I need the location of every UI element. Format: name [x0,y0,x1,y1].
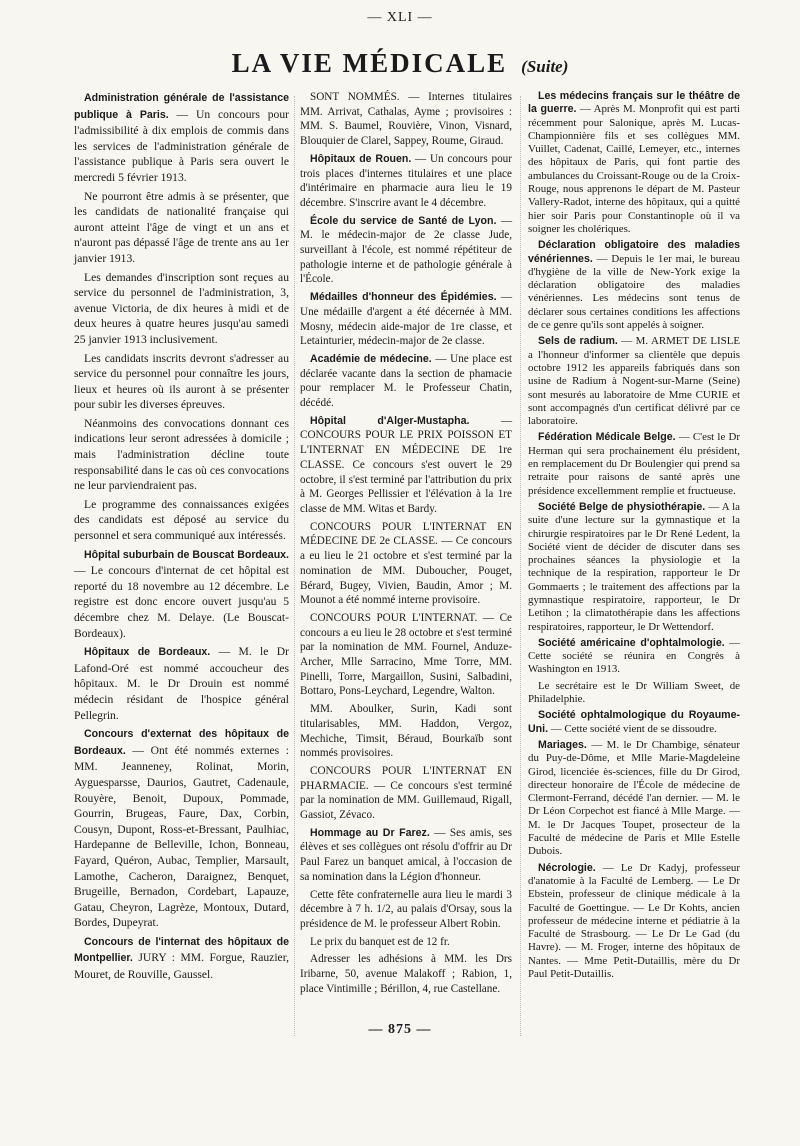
article-paragraph [528,239,740,332]
column-2 [300,90,512,999]
article-paragraph [300,702,512,761]
article-text: Les demandes d'inscription sont reçues au service du personnel de l'administration, 3, avenue Victoria, de dix heures à midi et de deux heures à quatre heures jusqu'au samedi 25 janvier 1913 inclusivement. [74,270,289,346]
article-paragraph [300,764,512,823]
article-text: — Une médaille d'argent a été décernée à MM. Mosny, médecin aide-major de 1re classe, et Letainturier, médecin-major de 2e classe. [300,291,512,348]
article-paragraph [300,826,512,885]
column-3 [528,90,740,984]
article-paragraph [528,335,740,428]
article-paragraph [74,189,289,267]
article-text: — Le concours d'internat de cet hôpital est reporté du 18 novembre au 12 décembre. Le registre est donc encore ouvert jusqu'au 5 décembre chez M. Delaye. (Le Bouscat-Bordeaux). [74,564,289,640]
article-text: — M. le médecin-major de 2e classe Jude, surveillant à l'école, est nommé répétiteur de pathologie interne et de pathologie générale à l'École. [300,214,513,286]
article-text: Cette fête confraternelle aura lieu le mardi 3 décembre à 7 h. 1/2, au palais d'Orsay, sous la présidence de M. le professeur Albert Robin. [300,888,512,930]
page-title-suffix: (Suite) [521,57,569,76]
article-paragraph [528,680,740,707]
article-title: Administration générale de l'assistance publique à Paris. [74,92,289,121]
article-paragraph [528,862,740,982]
article-paragraph [300,414,512,517]
article-paragraph [300,888,512,932]
article-paragraph [74,644,289,723]
article-text: Le secrétaire est le Dr William Sweet, de Philadelphie. [528,679,740,706]
page-header-roman: — XLI — [367,10,433,25]
article-title: Nécrologie. [538,861,596,874]
article-paragraph [300,952,512,996]
article-text: Adresser les adhésions à MM. les Drs Iribarne, 50, avenue Malakoff ; Rabion, 1, place Vintimille ; Bérillon, 4, rue Castellane. [300,953,512,995]
article-title: Déclaration obligatoire des maladies vénériennes. [528,239,740,265]
article-text: Le prix du banquet est de 12 fr. [310,935,450,948]
article-title: Société Belge de physiothérapie. [538,500,706,513]
article-text: CONCOURS POUR L'INTERNAT EN MÉDECINE DE 2e CLASSE. — Ce concours a eu lieu le 21 octobre et s'est terminé par la nomination de MM. Duboucher, Pouget, Bérard, Bugey, Vivien, Baudin, Amor ; M. Mounot a été nommé interne provisoire. [300,520,512,607]
column-1 [74,90,289,986]
article-title: Concours d'externat des hôpitaux de Bordeaux. [74,728,289,757]
article-paragraph [74,547,289,642]
article-text: Le programme des connaissances exigées des candidats est déposé au service du personnel et sera communiqué aux intéressés. [74,497,289,543]
article-paragraph [300,290,512,349]
article-text: — Après M. Monprofit qui est parti récemment pour Salonique, après M. Lucas-Championnière fils et ses collègues MM. Vuillet, Cadenat, Caillé, Lemeyer, etc., internes des hôpitaux de Paris, qui font partie des ambulances du Croissant-Rouge ou de la Croix-Rouge, nous apprenons le départ de M. Pasteur Vallery-Radot, interne des hôpitaux, qui a quitté hier soir Paris pour Constantinople où il va soigner les cholériques. [528,103,740,235]
article-paragraph [74,270,289,348]
article-title: École du service de Santé de Lyon. [310,214,497,227]
article-title: Hôpitaux de Rouen. [310,152,412,165]
article-title: Médailles d'honneur des Épidémies. [310,291,497,304]
article-text: — Un concours pour l'admissibilité à dix emplois de commis dans les services de l'administration générale de l'assistance publique à Paris sera ouvert le mercredi 5 février 1913. [74,107,289,184]
article-text: — Ont été nommés externes : MM. Jeanneney, Rolinat, Morin, Ayguesparsse, Daurios, Gautret, Cadenaule, Rouyère, Benoit, Dupoux, Pommade, Gourrin, Brugeas, Faure, Dax, Corbin, Cousyn, Dupont, Ross-et-Bressant, Paulhiac, Hardepanne de Belleville, Ichon, Bonneau, Fayard, Quéron, Aubac, Templier, Marsault, Lamothe, Cacheron, Daraignez, Benquet, Brugeille, Bernadon, Cordebart, Lapauze, Gatau, Cheyron, Lagrèze, Montoux, Dutard, Bordes, Dupeyrat. [74,743,289,930]
article-text: — Depuis le 1er mai, le bureau d'hygiène de la ville de New-York exige la déclaration obligatoire des maladies vénériennes. Les médecins sont tenus de déclarer sous certaines conditions les affections de ce genre qu'ils sont appelés à soigner. [528,252,740,332]
article-text: Néanmoins des convocations donnant ces indications leur seront adressées à domicile ; mais l'administration décline toute responsabilité dans le cas où ces convocations ne leur parviendraient pas. [74,416,289,493]
article-title: Hôpital suburbain de Bouscat Bordeaux. [84,548,289,561]
article-text: CONCOURS POUR L'INTERNAT. — Ce concours a eu lieu le 28 octobre et s'est terminé par la nomination de MM. Fournel, Anduze-Archer, Mlle Sarracino, Mme Torre, MM. Pinelli, Torre, Margaillon, Susini, Salbadini, Bottaro, Pons-Leychard, Legendre, Walton. [300,611,512,698]
article-text: — Cette société vient de se dissoudre. [548,722,717,735]
article-paragraph [528,431,740,497]
article-title: Mariages. [538,738,587,751]
article-text: Ne pourront être admis à se présenter, que les candidats de nationalité française qui auront atteint l'âge de vingt et un ans et n'auront pas dépassé l'âge de trente ans au 1er janvier 1913. [74,189,289,265]
article-text: — M. le Dr Lafond-Oré est nommé accoucheur des hôpitaux. M. le Dr Drouin est nommé médecin résidant de l'hospice général Pellegrin. [74,645,289,722]
article-paragraph [300,90,512,149]
article-text: — Cette société se réunira en Congrès à Washington en 1913. [528,636,740,676]
article-text: MM. Aboulker, Surin, Kadi sont titularisables, MM. Haddon, Vergoz, Mechiche, Timsit, Béraud, Bourkaïb sont nommés provisoires. [300,703,512,760]
article-title: Hôpitaux de Bordeaux. [84,646,211,659]
article-text: — Ses amis, ses élèves et ses collègues ont résolu d'offrir au Dr Paul Farez un banquet amical, à l'occasion de sa nomination dans la Légion d'honneur. [300,826,512,883]
article-title: Société américaine d'ophtalmologie. [538,636,725,649]
article-paragraph [300,520,512,608]
article-text: — Le Dr Kadyj, professeur d'anatomie à la Faculté de Lemberg. — Le Dr Ebstein, professeur de clinique médicale à la Faculté de Goettingue. — Le Dr Kohts, ancien professeur de médecine interne et pédiatrie à la Faculté de Strasbourg. — Le Dr Le Gad (du Havre). — M. Froger, interne des hôpitaux de Nantes. — Mme Petit-Dutaillis, mère du Dr Paul Petit-Dutaillis. [528,861,740,980]
article-text: — Un concours pour trois places d'internes titulaires et une place d'intérimaire en pharmacie aura lieu le 19 décembre. S'inscrire avant le 4 décembre. [300,152,512,209]
article-title: Sels de radium. [538,335,618,348]
article-paragraph [300,935,512,950]
article-title: Société ophtalmologique du Royaume-Uni. [528,709,740,735]
article-paragraph [74,726,289,931]
article-text: — M. ARMET DE LISLE a l'honneur d'informer sa clientèle que depuis octobre 1912 les appareils fabriqués dans son usine de Radium à Nogent-sur-Marne (Seine) sont mesurés au laboratoire de Mme CURIE et sont accompagnés d'un certificat délivré par ce laboratoire. [528,335,740,428]
article-paragraph [74,934,289,983]
column-divider [520,96,521,1036]
article-paragraph [300,214,512,288]
article-text: — M. le Dr Chambige, sénateur du Puy-de-Dôme, et Mlle Marie-Magdeleine Girod, licenciée ès-sciences, fille du Dr Girod, directeur honoraire de l'École de médecine de Clermont-Ferrand, décédé l'an dernier. — M. le Dr Léon Corpechot est fiancé à Mlle Marge. — M. le Dr Jacques Toupet, prosecteur de la Faculté de médecine de Paris et Mlle Estelle Dubois. [528,738,740,858]
article-title: Académie de médecine. [310,352,432,365]
article-title: Concours de l'internat des hôpitaux de Montpellier. [74,935,289,965]
article-paragraph [528,501,740,634]
article-text: Les candidats inscrits devront s'adresser au service du personnel pour connaître les jours, lieux et heures où ils auront à se présenter pour subir les diverses épreuves. [74,351,289,412]
article-paragraph [74,351,289,413]
article-paragraph [300,152,512,211]
article-text: JURY : MM. Forgue, Rauzier, Mouret, de Rouville, Gaussel. [74,951,289,982]
article-title: Hôpital d'Alger-Mustapha. [310,414,470,427]
article-title: Les médecins français sur le théâtre de la guerre. [528,90,740,116]
article-text: — Une place est déclarée vacante dans la section de phamacie pour remplacer M. le Professeur Chatin, décédé. [300,352,512,410]
article-paragraph [528,739,740,859]
article-text: — CONCOURS POUR LE PRIX POISSON ET L'INTERNAT EN MÉDECINE DE 1re CLASSE. Ce concours s'est ouvert le 29 octobre, il s'est terminé par l'attribution du prix à M. Georges Pellissier et l'élévation à la 1re classe de MM. Witas et Bardy. [300,414,512,515]
page-title: LA VIE MÉDICALE [231,48,508,78]
article-paragraph [74,90,289,186]
article-paragraph [528,709,740,736]
article-paragraph [300,352,512,411]
page-number: — 875 — [368,1022,432,1037]
article-title: Hommage au Dr Farez. [310,826,430,839]
column-divider [294,96,295,1036]
title-block [0,48,800,79]
article-paragraph [528,637,740,677]
article-text: CONCOURS POUR L'INTERNAT EN PHARMACIE. — Ce concours s'est terminé par la nomination de MM. Guillemaud, Rigall, Gassiot, Zévaco. [300,764,512,822]
article-title: Fédération Médicale Belge. [538,431,676,444]
article-text: — A la suite d'une lecture sur la gymnastique et la chirurgie respiratoires par le Dr René Ledent, la Société vient de décider de discuter dans ses prochaines séances la physiologie et la technique de la respiration, rapporteur le Dr Gommaerts ; le traitement des affections par la gymnastique respiratoire, rapporteur, le Dr Letihon ; la climatothérapie dans les affections respiratoires, rapporteur, le Dr Wettendorf. [528,500,740,633]
article-paragraph [300,611,512,699]
article-text: SONT NOMMÉS. — Internes titulaires MM. Arrivat, Cathalas, Ayme ; provisoires : MM. S. Baumel, Rouvière, Vinon, Visnard, Blouquier de Clarel, Sappey, Roume, Giraud. [300,91,512,148]
article-paragraph [528,90,740,236]
article-paragraph [74,497,289,544]
article-paragraph [74,416,289,494]
article-text: — C'est le Dr Herman qui sera prochainement élu président, en remplacement du Dr Boulengier qui prend sa retraite pour raisons de santé après une présidence excellemment remplie et fructueuse. [528,431,740,497]
